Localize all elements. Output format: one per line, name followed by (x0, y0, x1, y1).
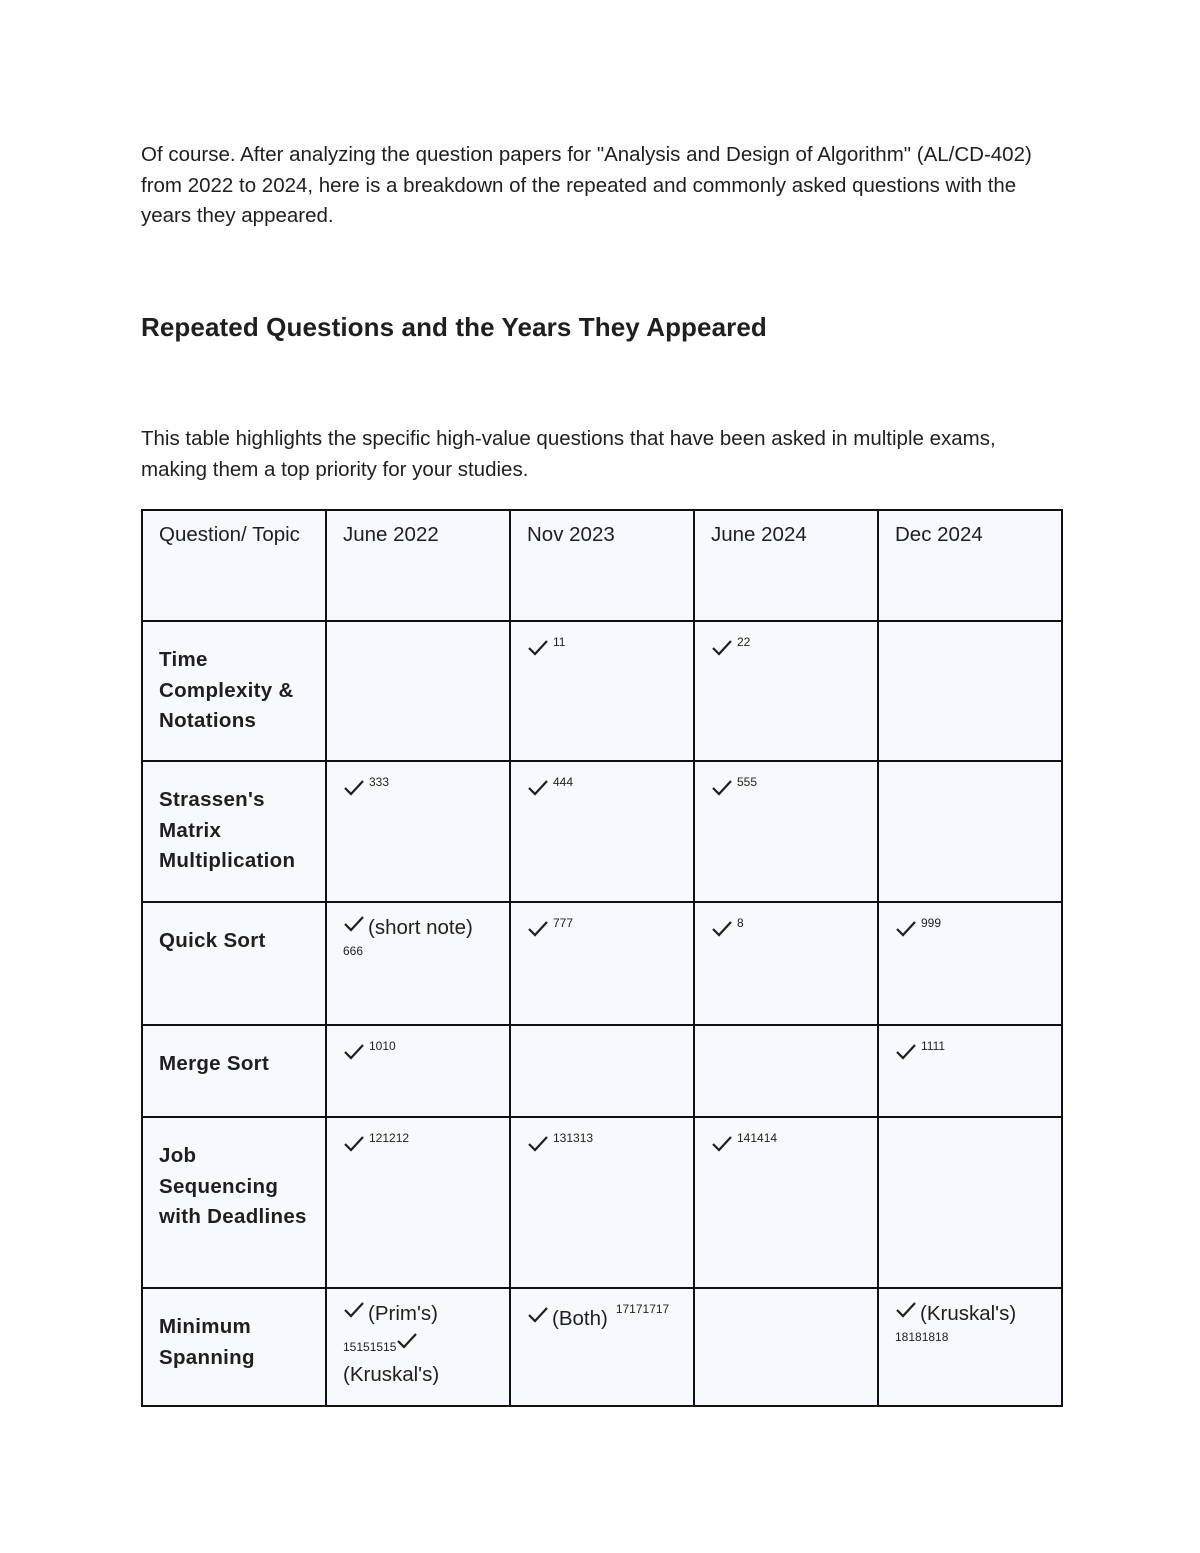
header-cell-june-2024: June 2024 (694, 510, 878, 621)
checkmark-icon (711, 1135, 733, 1152)
checkmark-icon (343, 1043, 365, 1060)
table-cell (694, 621, 878, 761)
reference-number: 444 (553, 775, 574, 789)
checkmark-icon (895, 920, 917, 937)
reference-number: 121212 (369, 1131, 410, 1145)
table-cell (326, 761, 510, 902)
reference-number: 1111 (921, 1039, 946, 1053)
table-row (142, 761, 1062, 902)
table-cell (510, 1025, 694, 1117)
row-topic: Job Sequencing with Deadlines (142, 1117, 326, 1288)
reference-number: 999 (921, 916, 942, 930)
row-topic: Quick Sort (142, 902, 326, 1025)
table-cell (694, 761, 878, 902)
repeated-questions-table (141, 509, 1063, 1407)
intro-paragraph: Of course. After analyzing the question papers for "Analysis and Design of Algorithm" (AL/CD-402) from 2022 to 2024, here is a breakdown of the repeated and commonly asked questions with the years they appeared. (141, 143, 1032, 227)
checkmark-icon (527, 1306, 549, 1323)
table-cell (510, 621, 694, 761)
table-row (142, 1288, 1062, 1406)
cell-note: (Kruskal's) (343, 1363, 440, 1386)
table-cell (878, 1025, 1062, 1117)
table-cell (694, 902, 878, 1025)
table-row (142, 902, 1062, 1025)
table-cell (694, 1117, 878, 1288)
reference-number: 141414 (737, 1131, 778, 1145)
header-cell-topic: Question/ Topic (142, 510, 326, 621)
table-header-row (142, 510, 1062, 621)
table-cell (694, 1288, 878, 1406)
table-cell (878, 761, 1062, 902)
table-cell (326, 621, 510, 761)
table-cell (694, 1025, 878, 1117)
table-cell (510, 1117, 694, 1288)
checkmark-icon (527, 639, 549, 656)
header-cell-june-2022: June 2022 (326, 510, 510, 621)
row-topic: Minimum Spanning (142, 1288, 326, 1406)
row-topic: Strassen's Matrix Multiplication (142, 761, 326, 902)
checkmark-icon (895, 1043, 917, 1060)
checkmark-icon (343, 1301, 365, 1318)
row-topic: Merge Sort (142, 1025, 326, 1117)
reference-number: 17171717 (615, 1302, 670, 1316)
table-cell (326, 1288, 510, 1406)
table-cell (326, 1117, 510, 1288)
cell-note: (Prim's) (368, 1302, 438, 1325)
reference-number: 555 (737, 775, 758, 789)
table-cell (510, 902, 694, 1025)
table-row (142, 1117, 1062, 1288)
checkmark-icon (396, 1332, 418, 1349)
reference-number: 11 (553, 635, 566, 649)
table-cell (326, 1025, 510, 1117)
checkmark-icon (527, 1135, 549, 1152)
reference-number: 1010 (369, 1039, 396, 1053)
checkmark-icon (343, 779, 365, 796)
checkmark-icon (711, 639, 733, 656)
reference-number: 22 (737, 635, 751, 649)
reference-number: 15151515 (343, 1339, 397, 1354)
header-cell-dec-2024: Dec 2024 (878, 510, 1062, 621)
section-heading: Repeated Questions and the Years They Appeared (141, 312, 767, 342)
table-cell (510, 1288, 694, 1406)
checkmark-icon (711, 920, 733, 937)
row-topic: Time Complexity & Notations (142, 621, 326, 761)
reference-number: 666 (343, 943, 364, 958)
checkmark-icon (527, 779, 549, 796)
header-cell-nov-2023: Nov 2023 (510, 510, 694, 621)
checkmark-icon (711, 779, 733, 796)
reference-number: 777 (553, 916, 574, 930)
reference-number: 131313 (553, 1131, 594, 1145)
checkmark-icon (343, 1135, 365, 1152)
table-cell (326, 902, 510, 1025)
checkmark-icon (343, 915, 365, 932)
table-cell (878, 1117, 1062, 1288)
reference-number: 18181818 (895, 1329, 949, 1344)
table-description: This table highlights the specific high-value questions that have been asked in multiple exams, making them a top priority for your studies. (141, 427, 996, 481)
table-cell (878, 1288, 1062, 1406)
checkmark-icon (527, 920, 549, 937)
reference-number: 333 (369, 775, 390, 789)
reference-number: 8 (737, 916, 744, 930)
table-row (142, 1025, 1062, 1117)
table-cell (878, 902, 1062, 1025)
cell-note: (Kruskal's) (920, 1302, 1017, 1325)
table-cell (878, 621, 1062, 761)
cell-note: (Both) (552, 1307, 608, 1330)
checkmark-icon (895, 1301, 917, 1318)
cell-note: (short note) (368, 916, 473, 939)
table-cell (510, 761, 694, 902)
table-row (142, 621, 1062, 761)
